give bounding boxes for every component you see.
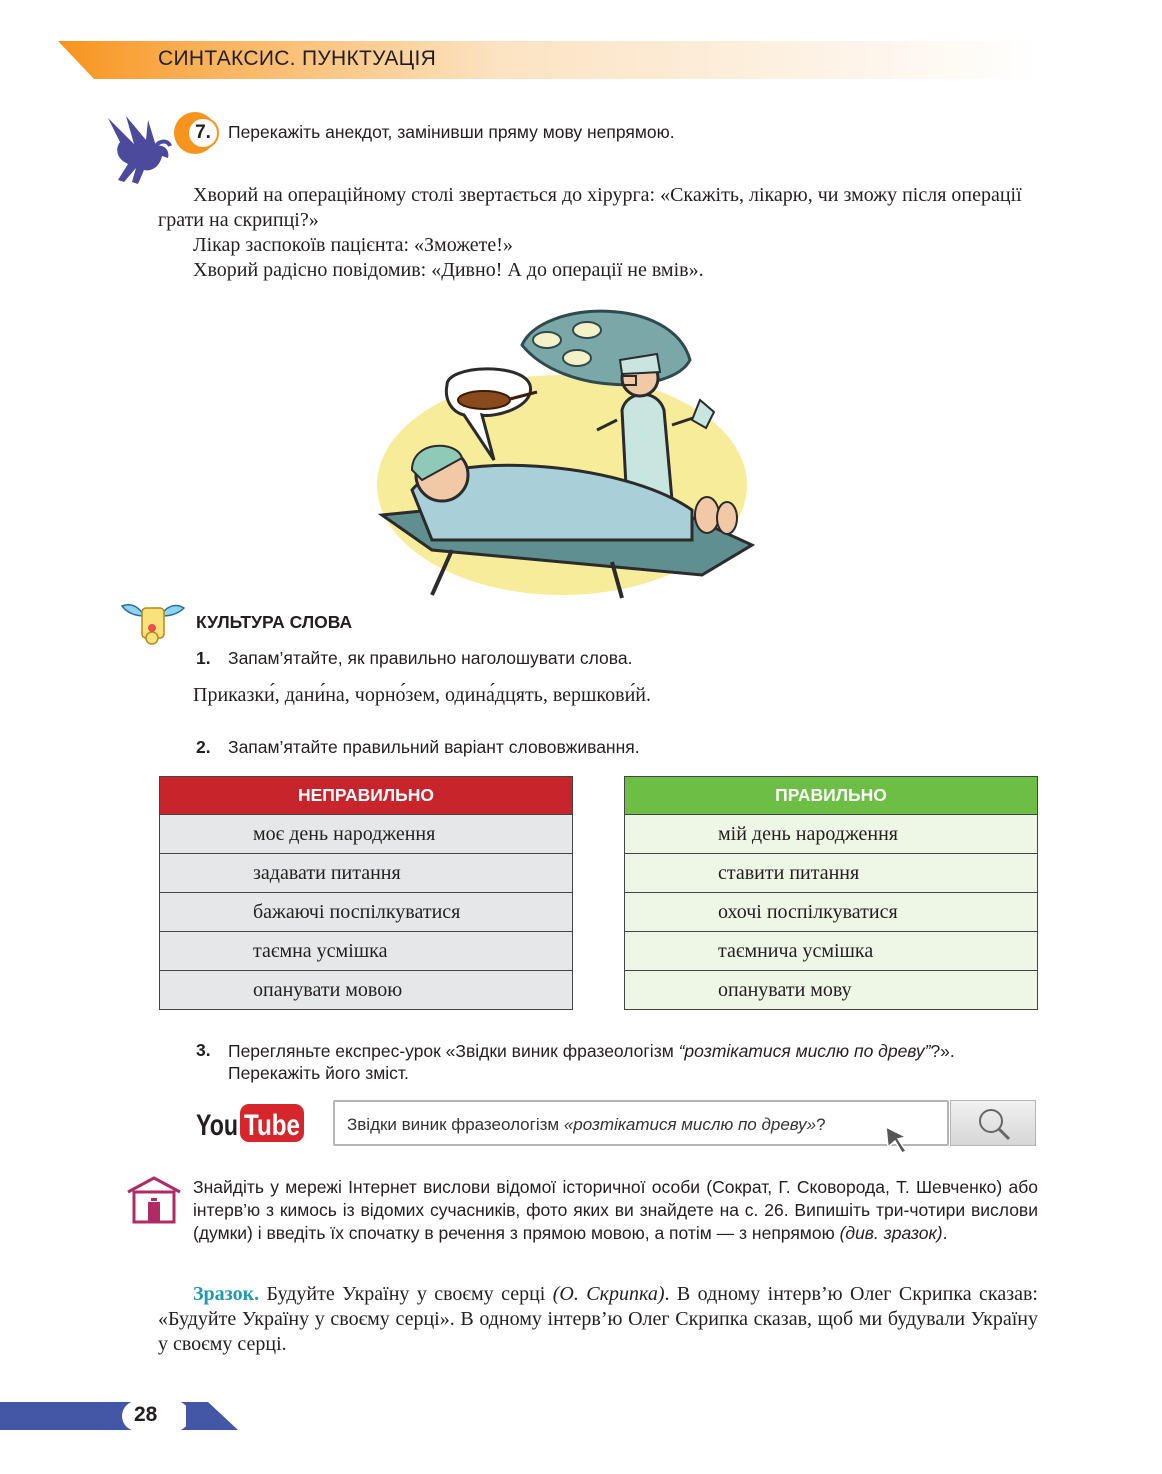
surgery-illustration [372, 300, 762, 600]
task-number: 7. [187, 117, 219, 149]
item-instruction: Запам’ятайте правильний варіант слововживання. [228, 737, 640, 757]
table-row [160, 971, 573, 1010]
table-header: НЕПРАВИЛЬНО [160, 777, 573, 815]
item-number: 3. [196, 1040, 211, 1060]
incorrect-usage-table [159, 776, 573, 1010]
table-cell: охочі поспілкуватися [625, 893, 1038, 932]
table-cell: мій день народження [625, 815, 1038, 854]
task-reference: (див. зразок) [839, 1223, 943, 1243]
item-instruction [228, 1040, 1040, 1084]
table-row [625, 932, 1038, 971]
section-title: СИНТАКСИС. ПУНКТУАЦІЯ [158, 47, 437, 70]
page-number: 28 [134, 1403, 158, 1426]
table-row [625, 971, 1038, 1010]
library-house-icon [124, 1176, 184, 1226]
anecdote-line: Лікар заспокоїв пацієнта: «Зможете!» [193, 234, 513, 256]
table-cell: бажаючі поспілкуватися [160, 893, 573, 932]
cursor-arrow-icon [884, 1125, 914, 1155]
example-text: . В одному інтерв’ю Олег Скрипка сказав: «Будуйте Україну у своєму серці». В одному інтерв’ю Олег Скрипка сказав, щоб ми будували Україну у своєму серці. [158, 1283, 1038, 1355]
item-number: 2. [196, 737, 211, 757]
table-row [625, 893, 1038, 932]
scroll-with-wings-icon [118, 598, 188, 650]
table-row [625, 854, 1038, 893]
magnifier-icon [951, 1101, 1037, 1147]
task-instruction: Перекажіть анекдот, замінивши пряму мову непрямою. [228, 122, 675, 142]
section-heading: КУЛЬТУРА СЛОВА [196, 612, 353, 632]
idiom-text: “розтікатися мислю по древу” [678, 1041, 931, 1061]
correct-usage-table [624, 776, 1038, 1010]
table-row [160, 854, 573, 893]
table-cell: таємна усмішка [160, 932, 573, 971]
youtube-logo[interactable] [196, 1100, 308, 1146]
task-text-end: . [942, 1223, 948, 1243]
table-row [160, 932, 573, 971]
table-cell: таємнича усмішка [625, 932, 1038, 971]
footer-arrow [186, 1402, 238, 1430]
instruction-part: ?». Перекажіть його зміст. [228, 1041, 955, 1083]
youtube-logo-tube: Tube [244, 1109, 300, 1142]
example-paragraph [158, 1282, 1038, 1357]
instruction-part: Перегляньте експрес-урок «Звідки виник фразеологізм [228, 1041, 679, 1061]
item-instruction: Запам’ятайте, як правильно наголошувати слова. [228, 648, 633, 668]
example-label: Зразок. [193, 1283, 260, 1305]
anecdote-line: Хворий радісно повідомив: «Дивно! А до операції не вмів». [193, 259, 704, 281]
search-query[interactable] [347, 1115, 826, 1135]
table-row [625, 815, 1038, 854]
example-author: (О. Скрипка) [552, 1283, 665, 1305]
query-italic: «розтікатися мислю по древу» [563, 1115, 817, 1134]
example-text: Будуйте Україну у своєму серці [259, 1283, 553, 1305]
anecdote-line: Хворий на операційному столі звертається до хірурга: «Скажіть, лікарю, чи зможу після операції грати на скрипці?» [158, 184, 1022, 231]
item-number: 1. [196, 648, 211, 668]
search-button[interactable] [950, 1100, 1036, 1146]
accent-words: Приказки́, дани́на, чорно́зем, одина́дцять, вершкови́й. [193, 684, 651, 706]
table-cell: опанувати мовою [160, 971, 573, 1010]
table-header: ПРАВИЛЬНО [625, 777, 1038, 815]
table-row [160, 893, 573, 932]
table-cell: задавати питання [160, 854, 573, 893]
query-end: ? [816, 1115, 826, 1134]
table-cell: моє день народження [160, 815, 573, 854]
table-cell: ставити питання [625, 854, 1038, 893]
youtube-logo-you: You [196, 1109, 238, 1142]
table-row [160, 815, 573, 854]
internet-task-text [193, 1176, 1038, 1245]
task-text: Знайдіть у мережі Інтернет вислови відомої історичної особи (Сократ, Г. Сковорода, Т. Шевченко) або інтерв’ю з кимось із відомих сучасників, фото яких ви знайдете на с. 26. Випишіть три-чотири вислови (думки) і введіть їх спочатку в речення з прямою мовою, а потім — з непрямою [193, 1177, 1038, 1243]
query-plain: Звідки виник фразеологізм [347, 1115, 564, 1134]
table-cell: опанувати мову [625, 971, 1038, 1010]
